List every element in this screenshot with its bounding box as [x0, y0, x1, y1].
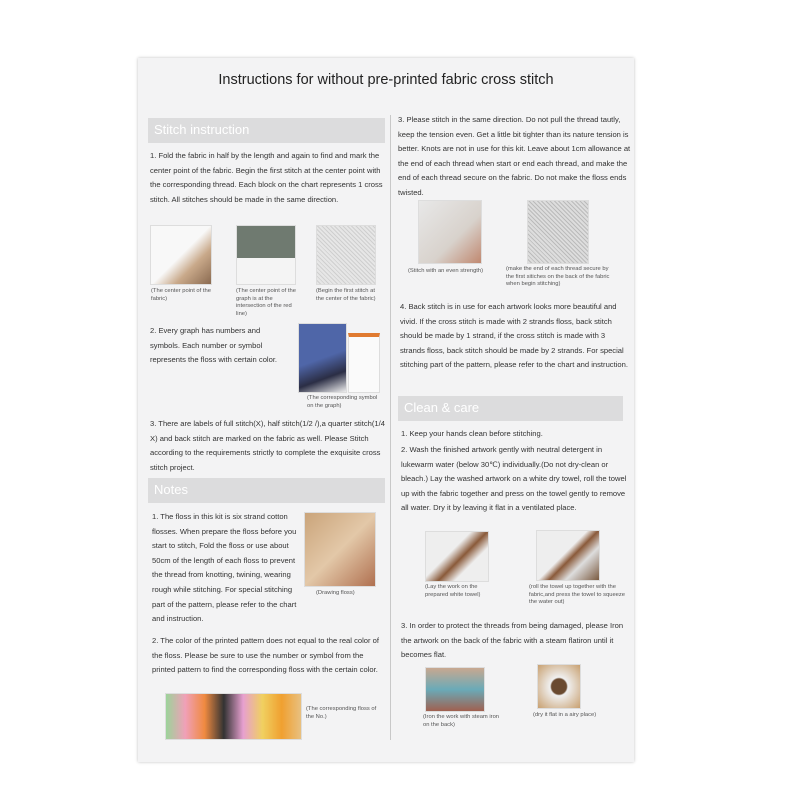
caption-dry-flat: (dry it flat in a airy place) [533, 712, 597, 718]
photo-chart-center [236, 225, 296, 285]
clean-step-1: 1. Keep your hands clean before stitching. [401, 429, 543, 438]
photo-even-strength [418, 200, 482, 264]
notes-step-2: 2. The color of the printed pattern does not equal to the real color of the floss. Please be sure to use the number or symbol from the printed pattern to find the corresponding floss with the certain color. [152, 636, 379, 675]
photo-graph-symbols [298, 323, 347, 393]
notes-heading: Notes [148, 478, 385, 503]
caption-iron: (Iron the work with steam iron on the back) [423, 714, 500, 728]
clean-care-heading: Clean & care [398, 396, 623, 421]
photo-lay-towel [425, 531, 489, 582]
notes-step-1: 1. The floss in this kit is six strand cotton flosses. When prepare the floss before you start to stitch, Fold the floss or use about 50cm of the length of each floss to prevent the thread from knotting, twining, wearing rough while stitching. For special stitching part of the pattern, please refer to the chart and instruction. [152, 512, 297, 624]
clean-step-3: 3. In order to protect the threads from being damaged, please Iron the artwork on the back of the fabric with a steam flatiron until it becomes flat. [401, 621, 624, 660]
photo-symbol-key [348, 333, 380, 393]
caption-roll-towel: (roll the towel up together with the fabric,and press the towel to squeeze the water out) [529, 584, 626, 606]
caption-floss-no: (The corresponding floss of the No.) [306, 706, 377, 720]
photo-roll-towel [536, 530, 600, 581]
stitch-step-3: 3. There are labels of full stitch(X), half stitch(1/2 /),a quarter stitch(1/4 X) and back stitch are marked on the fabric as well. Please Stitch according to the requirements strictly to complete the exquisite cross stitch project. [150, 419, 385, 472]
photo-drawing-floss [304, 512, 376, 587]
column-divider [390, 115, 391, 740]
caption-center-fabric: (The center point of the fabric) [151, 288, 211, 302]
photo-floss-colors [165, 693, 302, 740]
photo-secure-thread [527, 200, 589, 264]
photo-folded-fabric [150, 225, 212, 285]
stitch-step-1: 1. Fold the fabric in half by the length and again to find and mark the center point of the fabric. Begin the first stitch at the center point with the corresponding thread. Each block on the chart represents 1 cross stitch. All stitches should be made in the same direction. [150, 151, 383, 204]
caption-center-graph: (The center point of the graph is at the intersection of the red line) [236, 288, 296, 317]
caption-symbol: (The corresponding symbol on the graph) [307, 395, 378, 409]
stitch-step-2: 2. Every graph has numbers and symbols. Each number or symbol represents the floss with certain color. [150, 326, 278, 365]
page-title: Instructions for without pre-printed fabric cross stitch [218, 72, 554, 88]
stitch-step-3-direction: 3. Please stitch in the same direction. Do not pull the thread tautly, keep the tension even. Get a little bit tighter than its nature tension is better. Knots are not in use for this kit. Leave about 1cm allowance at the end of each thread when start or end each thread, and make the end of each thread secure on the fabric. Do not make the floss ends twisted. [398, 115, 631, 197]
photo-iron [425, 667, 485, 712]
caption-first-stitch: (Begin the first stitch at the center of the fabric) [316, 288, 376, 302]
caption-even-strength: (Stitch with an even strength) [408, 268, 484, 274]
stitch-step-4: 4. Back stitch is in use for each artwork looks more beautiful and vivid. If the cross stitch is made with 2 strands floss, back stitch should be made by 1 strand, if the cross stitch is made with 3 strands floss, back stitch should be made by 2 strands. For special stitching part of the pattern, please refer to the chart and instruction. [400, 302, 628, 370]
caption-secure-thread: (make the end of each thread secure by the first sitiches on the back of the fabric when begin stitching) [506, 266, 610, 288]
clean-step-2: 2. Wash the finished artwork gently with neutral detergent in lukewarm water (below 30℃) individually.(Do not dry-clean or bleach.) Lay the washed artwork on a white dry towel, roll the towel up with the fabric together and press on the towel gently to remove all water. Dry it by leaving it flat in a ventilated place. [401, 445, 627, 513]
stitch-instruction-heading: Stitch instruction [148, 118, 385, 143]
caption-lay-towel: (Lay the work on the prepared white towel) [425, 584, 481, 598]
photo-dry-flat [537, 664, 581, 709]
caption-drawing-floss: (Drawing floss) [316, 590, 355, 596]
photo-first-stitch [316, 225, 376, 285]
